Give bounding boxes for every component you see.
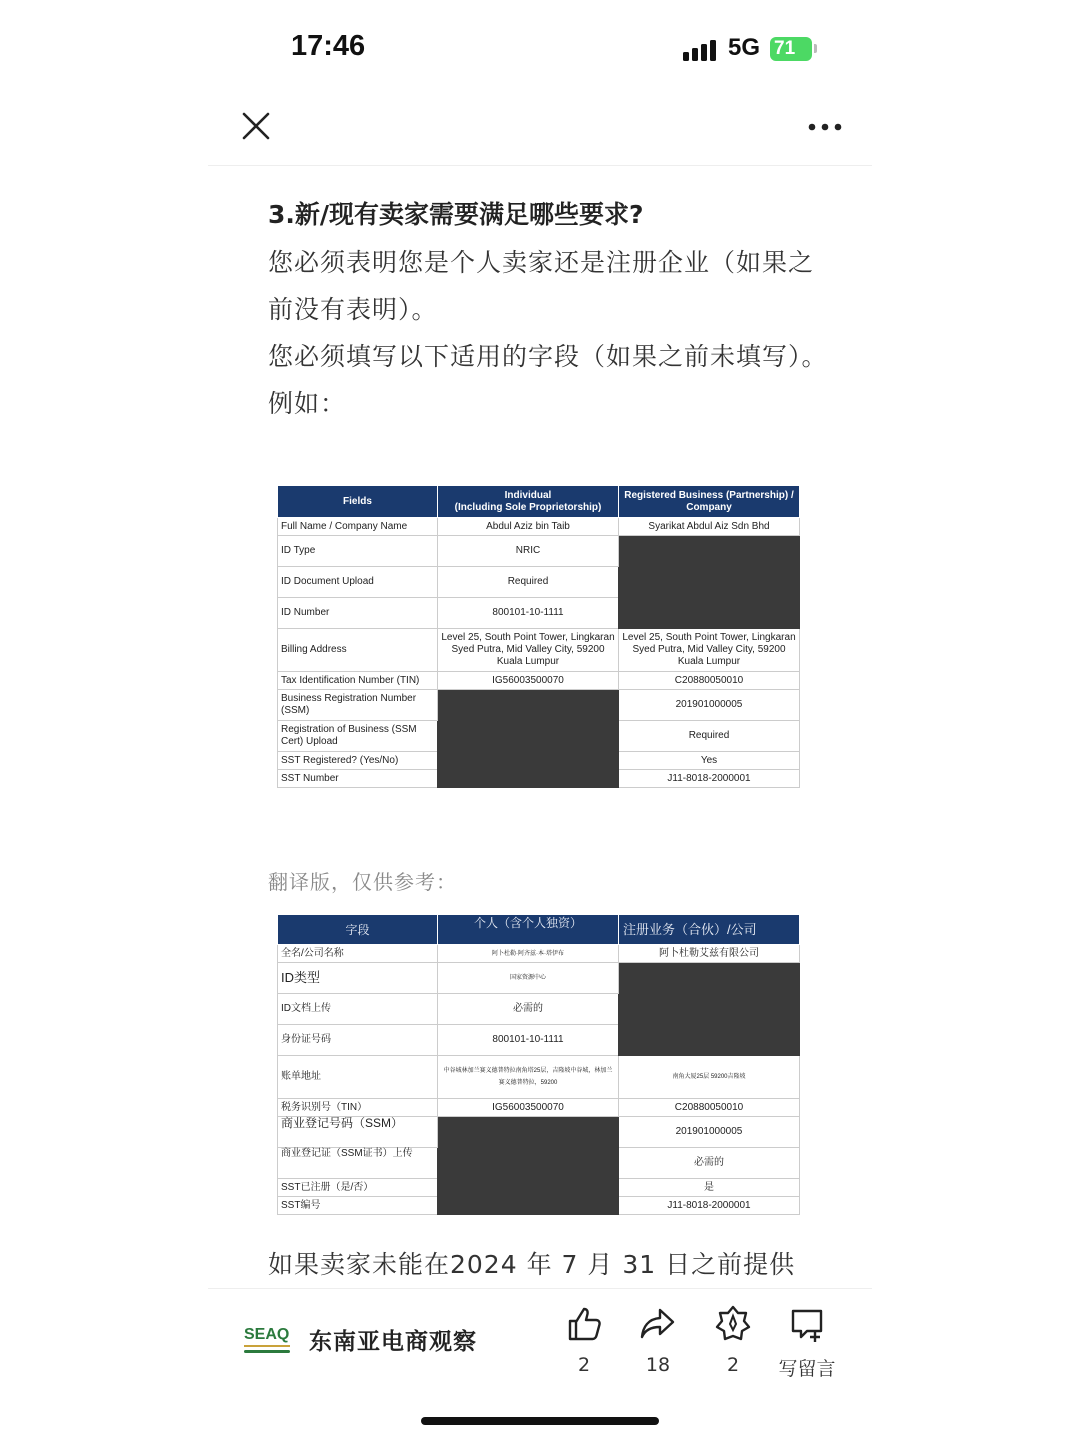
- redacted-cell: [438, 1117, 619, 1215]
- table-cell: Required: [619, 721, 800, 752]
- field-label: 税务识别号（TIN）: [278, 1099, 438, 1117]
- field-label: ID Document Upload: [278, 567, 438, 598]
- field-label: ID类型: [278, 963, 438, 994]
- table-cell: 必需的: [438, 994, 619, 1025]
- more-options-icon[interactable]: [804, 117, 846, 137]
- table-cell: NRIC: [438, 536, 619, 567]
- paragraph: 例如：: [268, 389, 347, 418]
- table-cell: 阿卜杜勒·阿齐兹·本·塔伊布: [438, 945, 619, 963]
- home-indicator[interactable]: [421, 1417, 659, 1425]
- table-cell: 必需的: [619, 1148, 800, 1179]
- table-header: 注册业务（合伙）/公司: [619, 915, 800, 945]
- table-cell: 800101-10-1111: [438, 1025, 619, 1056]
- section-heading: 3.新/现有卖家需要满足哪些要求?: [268, 200, 644, 229]
- paragraph: 您必须填写以下适用的字段（如果之前未填写）。: [268, 342, 828, 371]
- like-button[interactable]: [549, 1304, 619, 1376]
- field-label: ID文档上传: [278, 994, 438, 1025]
- table-cell: 是: [619, 1179, 800, 1197]
- field-label: SST Number: [278, 770, 438, 788]
- table-cell: 800101-10-1111: [438, 598, 619, 629]
- fields-table-english: [277, 485, 799, 788]
- nav-divider: [208, 165, 872, 166]
- redacted-cell: [438, 690, 619, 788]
- recommend-button[interactable]: [698, 1304, 768, 1376]
- account-name[interactable]: 东南亚电商观察: [309, 1329, 477, 1355]
- field-label: 商业登记号码（SSM）: [278, 1117, 438, 1148]
- table-cell: Level 25, South Point Tower, Lingkaran Syed Putra, Mid Valley City, 59200 Kuala Lumpur: [619, 629, 800, 672]
- logo-text: SEAQ: [244, 1326, 290, 1343]
- table-header: Fields: [278, 486, 438, 518]
- field-label: 账单地址: [278, 1056, 438, 1099]
- star-badge-icon: [713, 1304, 753, 1344]
- fields-table-chinese: [277, 914, 799, 1215]
- table-header: 个人（含个人独资）: [438, 915, 619, 945]
- table-cell: 阿卜杜勒艾兹有限公司: [619, 945, 800, 963]
- redacted-cell: [619, 963, 800, 1056]
- field-label: SST编号: [278, 1197, 438, 1215]
- table-cell: 201901000005: [619, 690, 800, 721]
- bottom-divider: [208, 1288, 872, 1289]
- table-cell: C20880050010: [619, 672, 800, 690]
- share-count: 18: [645, 1354, 671, 1376]
- write-comment-label: 写留言: [778, 1358, 836, 1380]
- field-label: Registration of Business (SSM Cert) Upload: [278, 721, 438, 752]
- field-label: 商业登记证（SSM证书）上传: [278, 1148, 438, 1179]
- field-label: 全名/公司名称: [278, 945, 438, 963]
- field-label: SST已注册（是/否）: [278, 1179, 438, 1197]
- status-time: 17:46: [291, 30, 366, 62]
- write-comment-button[interactable]: [772, 1304, 842, 1381]
- table-cell: J11-8018-2000001: [619, 770, 800, 788]
- table-header: 字段: [278, 915, 438, 945]
- field-label: Tax Identification Number (TIN): [278, 672, 438, 690]
- table-cell: 中谷城林加兰赛义德普特拉南角塔25层，吉隆坡中谷城，林加兰赛义德普特拉，59200: [438, 1056, 619, 1099]
- cellular-signal-icon: [683, 40, 719, 62]
- battery-cap: [814, 44, 817, 53]
- table-header: [438, 486, 619, 518]
- table-cell: 国家资源中心: [438, 963, 619, 994]
- share-icon: [638, 1304, 678, 1344]
- battery-indicator: [770, 37, 812, 61]
- field-label: ID Type: [278, 536, 438, 567]
- account-logo[interactable]: [242, 1323, 294, 1355]
- share-button[interactable]: [623, 1304, 693, 1376]
- comment-add-icon: [787, 1304, 827, 1344]
- table-cell: C20880050010: [619, 1099, 800, 1117]
- paragraph-continuation: 如果卖家未能在2024 年 7 月 31 日之前提供: [268, 1250, 796, 1279]
- field-label: SST Registered? (Yes/No): [278, 752, 438, 770]
- translation-note: 翻译版，仅供参考：: [268, 870, 457, 894]
- close-icon[interactable]: [238, 108, 274, 144]
- table-cell: IG56003500070: [438, 1099, 619, 1117]
- field-label: 身份证号码: [278, 1025, 438, 1056]
- article-body: [268, 195, 828, 427]
- table-cell: Required: [438, 567, 619, 598]
- redacted-cell: [619, 536, 800, 629]
- table-cell: J11-8018-2000001: [619, 1197, 800, 1215]
- table-cell: Abdul Aziz bin Taib: [438, 518, 619, 536]
- paragraph: 您必须表明您是个人卖家还是注册企业（如果之前没有表明）。: [268, 248, 815, 324]
- table-header-text: Individual (Including Sole Proprietorship): [454, 489, 602, 513]
- field-label: Business Registration Number (SSM): [278, 690, 438, 721]
- network-type: 5G: [728, 34, 761, 61]
- battery-level: 71: [774, 38, 796, 59]
- table-cell: 201901000005: [619, 1117, 800, 1148]
- field-label: ID Number: [278, 598, 438, 629]
- thumbs-up-icon: [564, 1304, 604, 1344]
- table-cell: Level 25, South Point Tower, Lingkaran Syed Putra, Mid Valley City, 59200 Kuala Lumpur: [438, 629, 619, 672]
- field-label: Billing Address: [278, 629, 438, 672]
- table-cell: Yes: [619, 752, 800, 770]
- table-cell: 南角大厦25层 59200吉隆坡: [619, 1056, 800, 1099]
- field-label: Full Name / Company Name: [278, 518, 438, 536]
- table-cell: IG56003500070: [438, 672, 619, 690]
- recommend-count: 2: [726, 1354, 740, 1376]
- table-header: Registered Business (Partnership) / Company: [619, 486, 800, 518]
- like-count: 2: [577, 1354, 591, 1376]
- table-cell: Syarikat Abdul Aiz Sdn Bhd: [619, 518, 800, 536]
